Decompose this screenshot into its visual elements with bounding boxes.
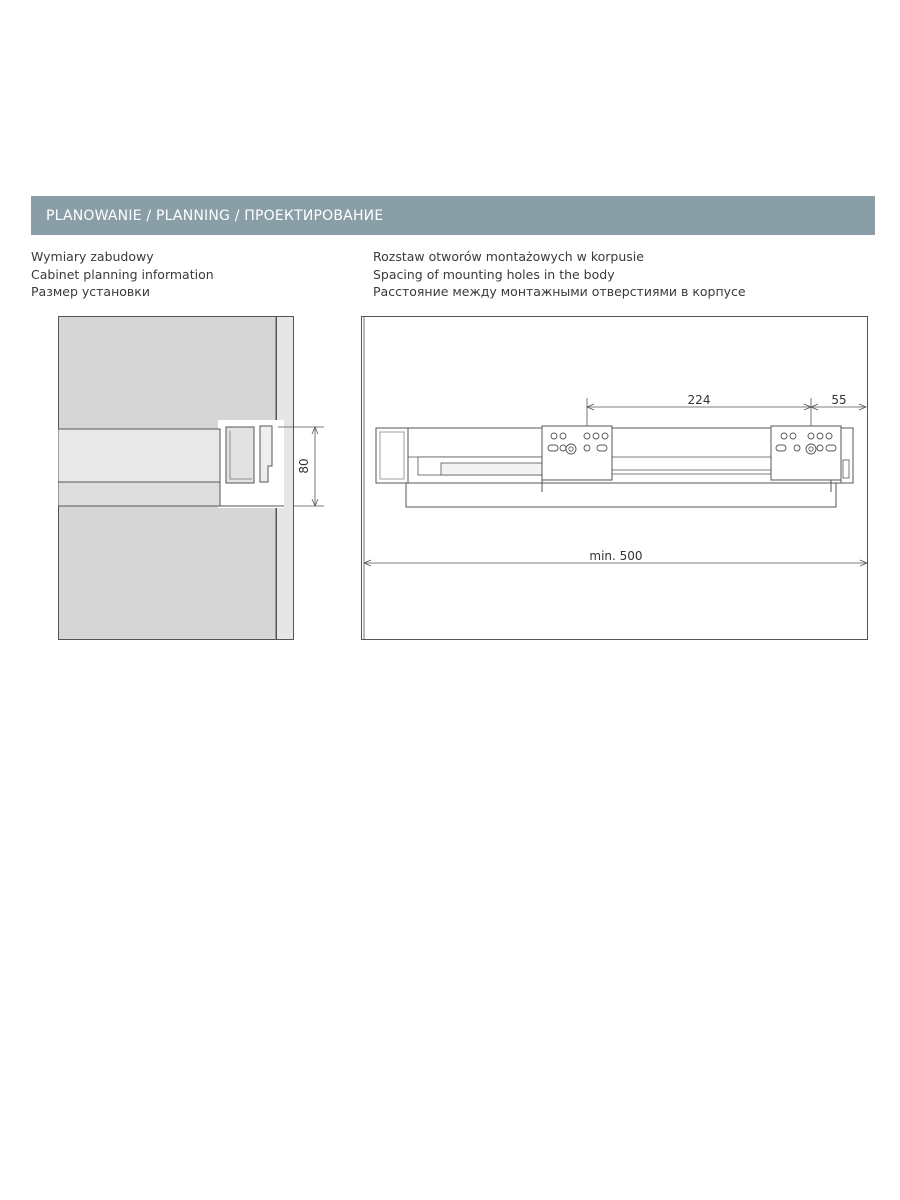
mounting-holes-svg xyxy=(361,316,869,640)
caption-line-english: Spacing of mounting holes in the body xyxy=(373,266,615,282)
caption-line-polish: Rozstaw otworów montażowych w korpusie xyxy=(373,249,644,264)
caption-line-english: Cabinet planning information xyxy=(31,266,214,282)
cabinet-section-diagram xyxy=(58,316,295,640)
section-header-bar xyxy=(31,196,875,235)
caption-line-polish: Wymiary zabudowy xyxy=(31,249,154,264)
caption-line-russian: Расстояние между монтажными отверстиями в корпусе xyxy=(373,284,746,299)
section-title: PLANOWANIE / PLANNING / ПРОЕКТИРОВАНИЕ xyxy=(46,207,384,224)
dim-55-label: 55 xyxy=(831,393,847,407)
runner-slide-inner xyxy=(441,463,544,475)
drawer-side-profile xyxy=(58,429,220,482)
height-dim-label: 80 xyxy=(297,458,311,474)
dim-500-label: min. 500 xyxy=(589,549,643,563)
rear-mounting-bracket xyxy=(542,426,612,480)
left-diagram-caption xyxy=(31,248,214,301)
caption-line-russian: Размер установки xyxy=(31,284,150,299)
dim-224-label: 224 xyxy=(687,393,711,407)
drawer-bottom-profile xyxy=(58,482,220,506)
runner-front-stop xyxy=(843,460,849,478)
right-diagram-caption xyxy=(373,248,746,301)
cabinet-section-svg xyxy=(58,316,295,640)
runner-rear-block xyxy=(376,428,408,483)
height-dimension xyxy=(278,420,328,514)
mounting-holes-diagram xyxy=(361,316,869,640)
